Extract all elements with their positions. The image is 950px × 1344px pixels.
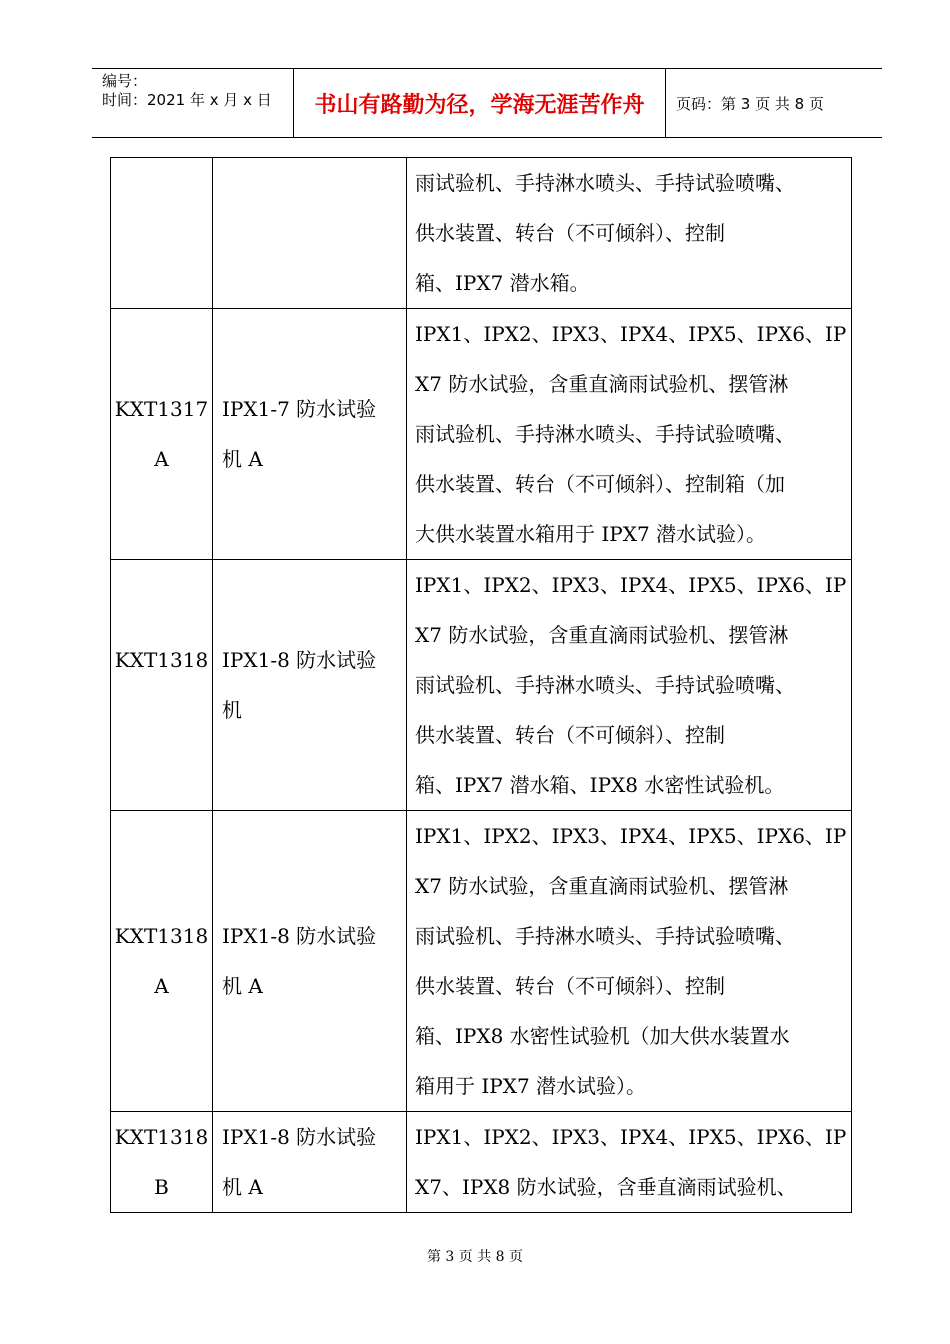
product-name-cell-line — [222, 233, 406, 283]
page-header — [92, 68, 882, 138]
description-cell — [407, 158, 852, 309]
number-label: 编号： — [102, 72, 148, 90]
description-cell-line: IPX1、IPX2、IPX3、IPX4、IPX5、IPX6、IP — [415, 322, 847, 346]
description-cell-line: IPX1、IPX2、IPX3、IPX4、IPX5、IPX6、IP — [415, 824, 847, 848]
description-cell — [407, 811, 852, 1112]
table-row — [111, 811, 852, 1112]
model-code-cell-line — [111, 183, 212, 233]
description-cell — [407, 1112, 852, 1213]
description-cell-line: X7 防水试验，含重直滴雨试验机、摆管淋 — [415, 372, 789, 396]
model-code-cell — [111, 158, 213, 309]
model-code-cell-line: KXT1318 — [114, 648, 209, 672]
description-cell-line: IPX1、IPX2、IPX3、IPX4、IPX5、IPX6、IP — [415, 573, 847, 597]
description-cell-line: IPX1、IPX2、IPX3、IPX4、IPX5、IPX6、IP — [415, 1125, 847, 1149]
table-row — [111, 158, 852, 309]
product-name-cell-line: IPX1-8 防水试验 — [222, 648, 377, 672]
header-page-label: 页码：第 3 页 共 8 页 — [676, 94, 824, 113]
model-code-cell-line: A — [154, 974, 169, 998]
description-cell-line: X7 防水试验，含重直滴雨试验机、摆管淋 — [415, 874, 789, 898]
description-cell — [407, 309, 852, 560]
table-row — [111, 1112, 852, 1213]
model-code-cell — [111, 1112, 213, 1213]
description-cell-line: X7 防水试验，含重直滴雨试验机、摆管淋 — [415, 623, 789, 647]
page-footer: 第 3 页 共 8 页 — [426, 1249, 524, 1265]
description-cell-line: 大供水装置水箱用于 IPX7 潜水试验）。 — [415, 522, 767, 546]
description-cell — [407, 560, 852, 811]
model-code-cell — [111, 811, 213, 1112]
model-code-cell — [111, 309, 213, 560]
product-name-cell-line: 机 — [222, 698, 242, 722]
table-row — [111, 309, 852, 560]
description-cell-line: 雨试验机、手持淋水喷头、手持试验喷嘴、 — [415, 422, 795, 446]
model-code-cell-line: KXT1317 — [114, 397, 209, 421]
description-cell-line: X7、IPX8 防水试验，含垂直滴雨试验机、 — [415, 1175, 797, 1199]
product-name-cell-line — [222, 183, 406, 233]
description-cell-line: 供水装置、转台（不可倾斜）、控制箱（加 — [415, 472, 785, 496]
product-name-cell — [213, 1112, 407, 1213]
model-code-cell-line — [111, 685, 212, 735]
description-cell-line: 雨试验机、手持淋水喷头、手持试验喷嘴、 — [415, 171, 795, 195]
table-row — [111, 560, 852, 811]
model-code-cell-line: KXT1318 — [114, 1125, 209, 1149]
product-table — [110, 157, 852, 1213]
product-name-cell — [213, 811, 407, 1112]
time-label: 时间：2021 年 x 月 x 日 — [102, 91, 272, 109]
model-code-cell-line — [111, 233, 212, 283]
description-cell-line: 雨试验机、手持淋水喷头、手持试验喷嘴、 — [415, 673, 795, 697]
product-name-cell — [213, 158, 407, 309]
description-cell-line: 供水装置、转台（不可倾斜）、控制 — [415, 974, 725, 998]
header-meta — [92, 69, 294, 137]
header-motto: 书山有路勤为径，学海无涯苦作舟 — [294, 69, 666, 137]
product-name-cell-line: IPX1-7 防水试验 — [222, 397, 377, 421]
model-code-cell-line: A — [154, 447, 169, 471]
product-name-cell-line: IPX1-8 防水试验 — [222, 1125, 377, 1149]
product-name-cell — [213, 560, 407, 811]
description-cell-line: 箱、IPX7 潜水箱、IPX8 水密性试验机。 — [415, 773, 785, 797]
description-cell-line: 供水装置、转台（不可倾斜）、控制 — [415, 221, 725, 245]
model-code-cell — [111, 560, 213, 811]
description-cell-line: 箱、IPX8 水密性试验机（加大供水装置水 — [415, 1024, 790, 1048]
description-cell-line: 供水装置、转台（不可倾斜）、控制 — [415, 723, 725, 747]
product-name-cell-line: IPX1-8 防水试验 — [222, 924, 377, 948]
model-code-cell-line: KXT1318 — [114, 924, 209, 948]
description-cell-line: 箱、IPX7 潜水箱。 — [415, 271, 590, 295]
product-name-cell-line: 机 A — [222, 1175, 263, 1199]
product-name-cell-line: 机 A — [222, 447, 263, 471]
product-name-cell-line: 机 A — [222, 974, 263, 998]
description-cell-line: 箱用于 IPX7 潜水试验）。 — [415, 1074, 647, 1098]
model-code-cell-line: B — [154, 1175, 169, 1199]
description-cell-line: 雨试验机、手持淋水喷头、手持试验喷嘴、 — [415, 924, 795, 948]
product-name-cell — [213, 309, 407, 560]
